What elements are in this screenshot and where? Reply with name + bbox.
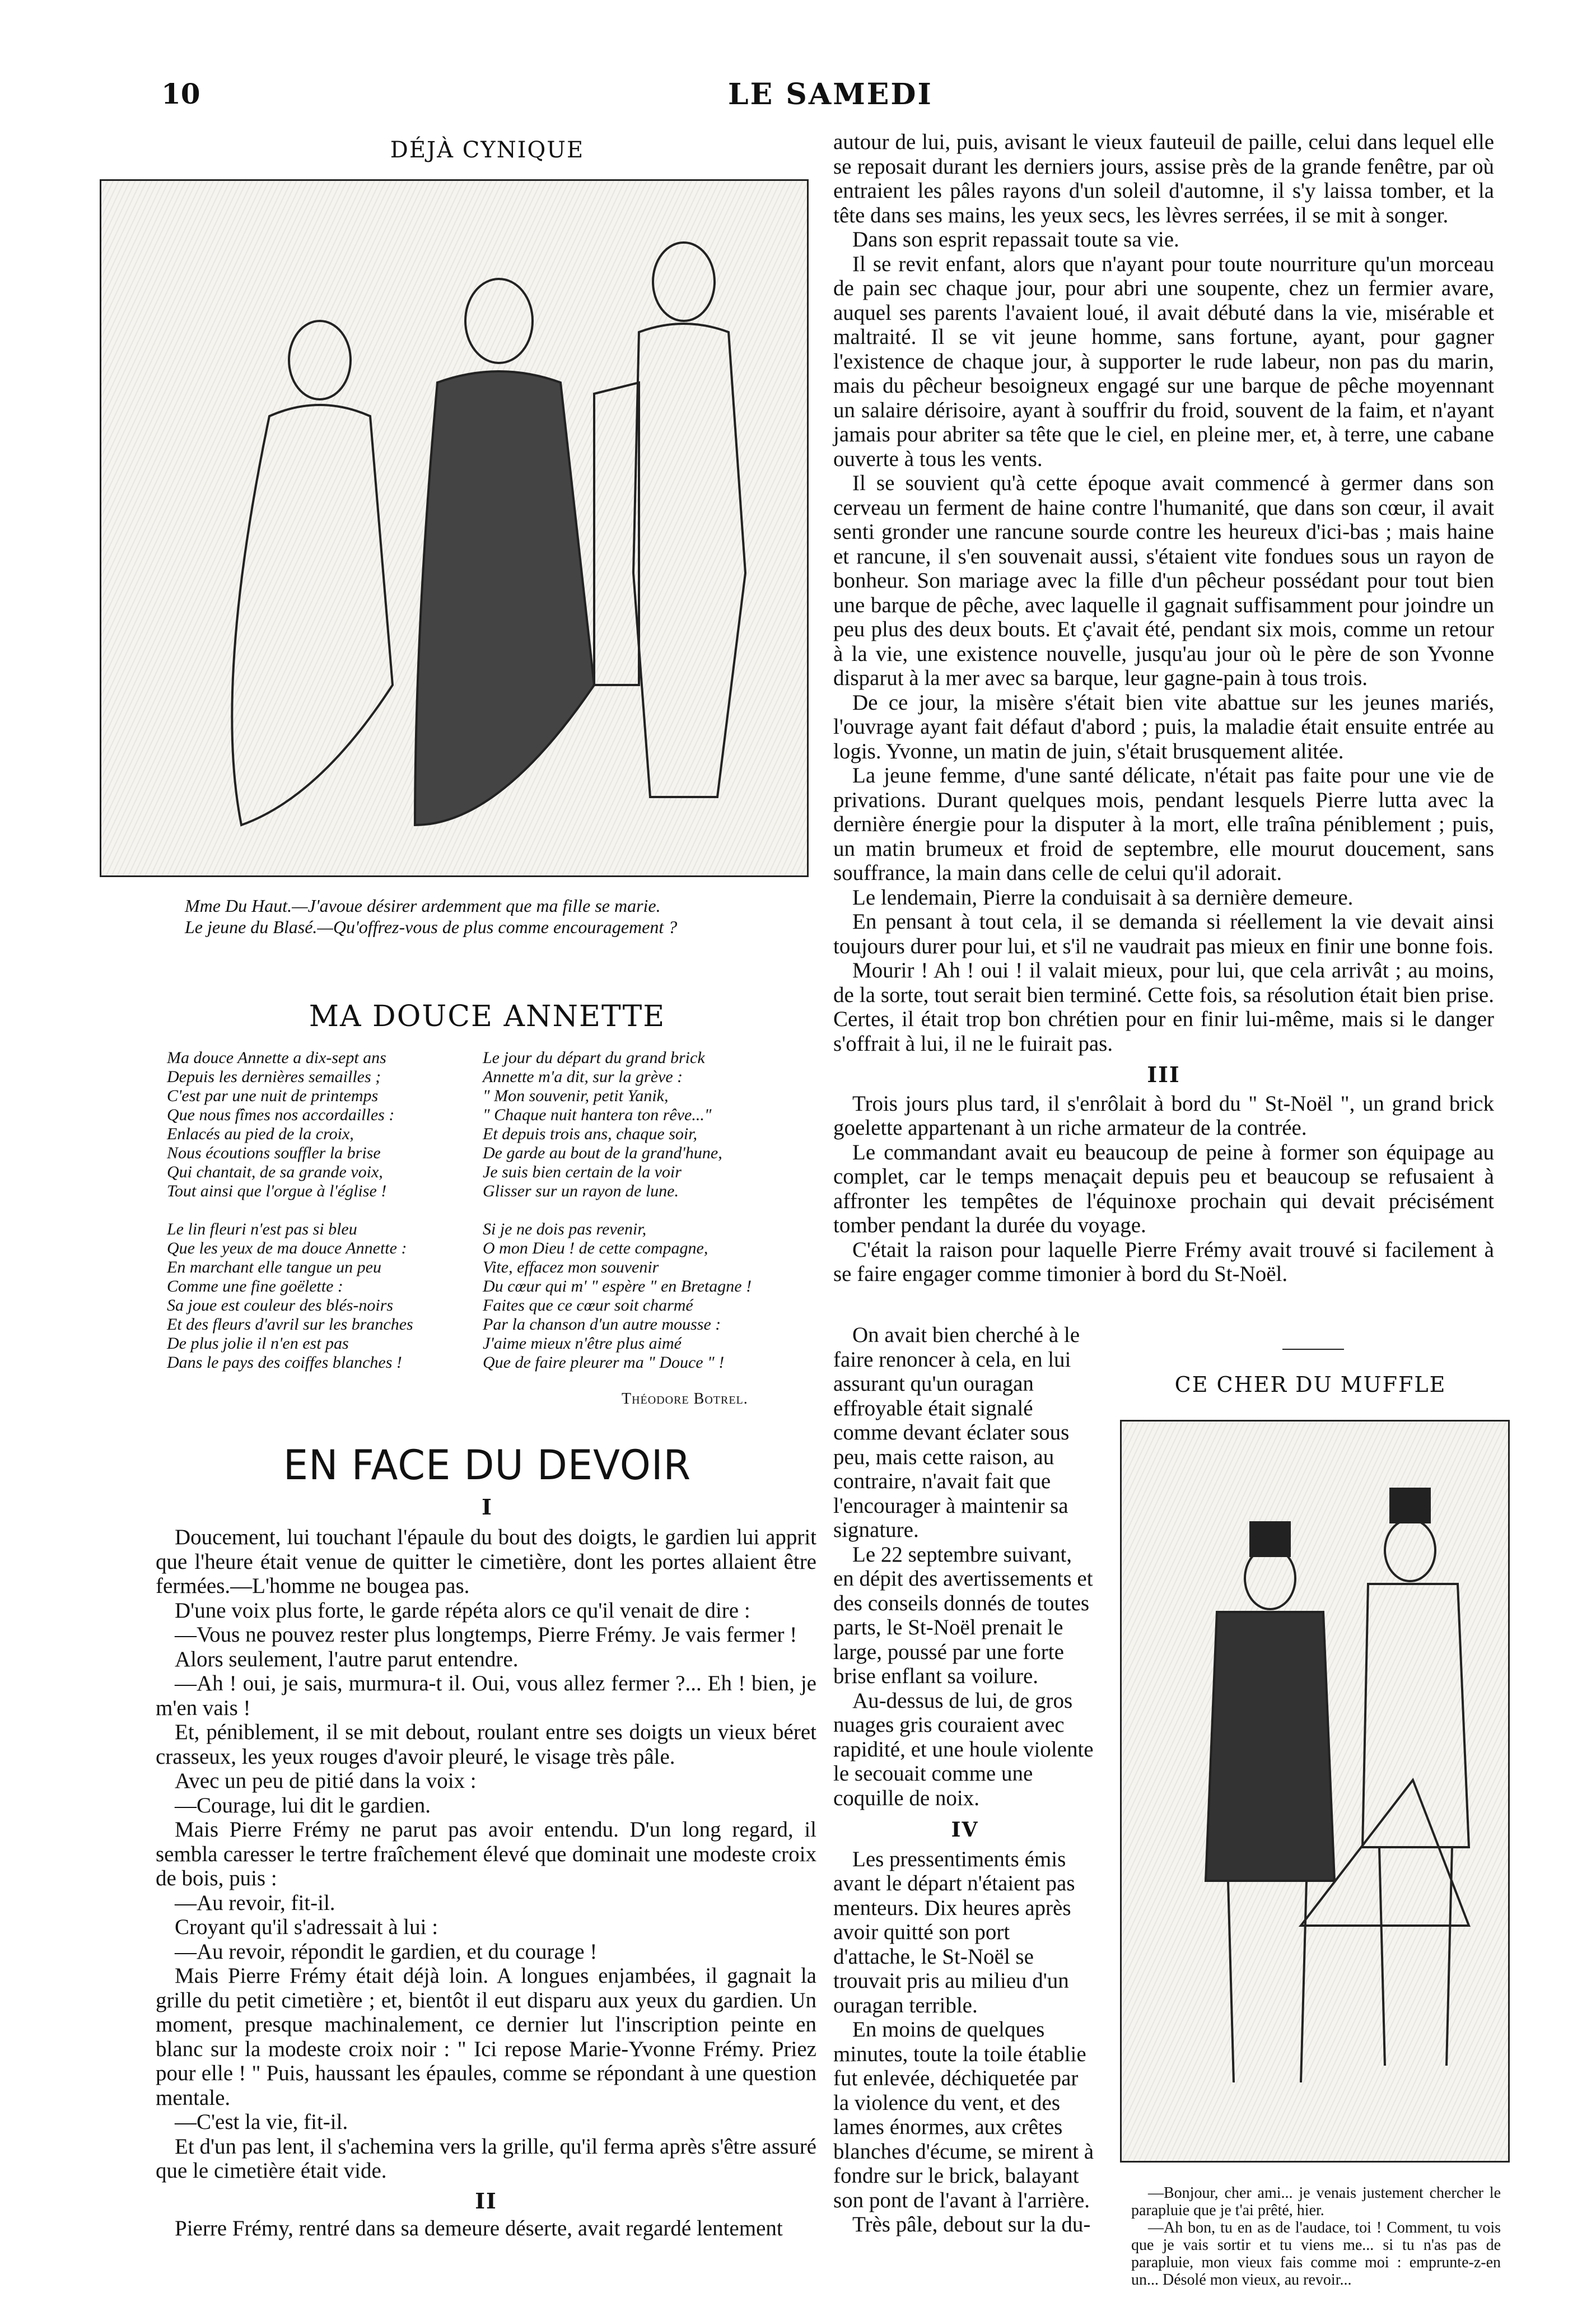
caption-line: —Bonjour, cher ami... je venais justement chercher le parapluie que je t'ai prêté, hier.	[1131, 2184, 1501, 2219]
paragraph: Le 22 septembre suivant, en dépit des avertissements et des conseils donnés de toutes parts, le St-Noël prenait le large, poussé par une forte brise enflant sa voilure.	[833, 1542, 1093, 1688]
poem-line: O mon Dieu ! de cette compagne,	[483, 1239, 708, 1257]
paragraph: autour de lui, puis, avisant le vieux fauteuil de paille, celui dans lequel elle se reposait durant les derniers jours, assise près de la grande fenêtre, par où entraient les pâles rayons d'un soleil d'automne, il s'y laissa tomber, et la tête dans ses mains, les yeux secs, les lèvres serrées, il se mit à songer.	[833, 130, 1494, 227]
poem-line: " Chaque nuit hantera ton rêve..."	[483, 1106, 712, 1124]
poem-line: Que nous fîmes nos accordailles :	[167, 1106, 395, 1124]
umbrella-scene-icon	[1122, 1422, 1508, 2161]
poem-line: J'aime mieux n'être plus aimé	[483, 1334, 682, 1353]
paragraph: En moins de quelques minutes, toute la toile établie fut enlevée, déchiquetée par la violence du vent, et des lames énormes, aux crêtes blanches d'écume, se mirent à fondre sur le brick, balayant son pont de l'avant à l'arrière.	[833, 2017, 1094, 2212]
deja-cynique-illustration	[100, 179, 809, 877]
poem-line: Je suis bien certain de la voir	[483, 1163, 682, 1181]
section-number: II	[475, 2188, 497, 2214]
caption-line: Le jeune du Blasé.—Qu'offrez-vous de plus comme encouragement ?	[185, 917, 678, 937]
paragraph: Mais Pierre Frémy était déjà loin. A longues enjambées, il gagnait la grille du petit cimetière ; et, bientôt il eut disparu aux yeux du gardien. Un moment, presque machinalement, ce dernier lut l'inscription peinte en blanc sur la modeste croix noir : " Ici repose Marie-Yvonne Frémy. Priez pour elle ! " Puis, haussant les épaules, comme se répondant à une question mentale.	[156, 1964, 816, 2110]
poem-line: Glisser sur un rayon de lune.	[483, 1182, 679, 1200]
paragraph: Et d'un pas lent, il s'achemina vers la grille, qu'il ferma après s'être assuré que le cimetière était vide.	[156, 2134, 816, 2183]
annette-author: Théodore Botrel.	[622, 1390, 748, 1408]
poem-line: Le lin fleuri n'est pas si bleu	[167, 1220, 357, 1238]
paragraph: Il se revit enfant, alors que n'ayant pour toute nourriture qu'un morceau de pain sec chaque jour, pour abri une soupente, chez un fermier avare, auquel ses parents l'avaient loué, il avait débuté dans la vie, misérable et maltraité. Il se vit jeune homme, sans fortune, ayant, pour gagner l'existence de chaque jour, à supporter le rude labeur, non pas du marin, mais du pêcheur besoigneux engagé sur une barque de pêche moyennant un salaire dérisoire, ayant à souffrir du froid, souvent de la faim, et n'ayant jamais pour abriter sa tête que le ciel, en pleine mer, et, à terre, une cabane ouverte à tous les vents.	[833, 251, 1494, 471]
poem-line: De plus jolie il n'en est pas	[167, 1334, 349, 1353]
paragraph: —Ah ! oui, je sais, murmura-t il. Oui, vous allez fermer ?... Eh ! bien, je m'en vais !	[156, 1671, 816, 1720]
paragraph: Le commandant avait eu beaucoup de peine à former son équipage au complet, car le temps menaçait depuis peu et beaucoup se refusaient à affronter les tempêtes de l'équinoxe prochain qui devait précisément tomber pendant la durée du voyage.	[833, 1140, 1494, 1237]
poem-line: Si je ne dois pas revenir,	[483, 1220, 647, 1238]
paragraph: De ce jour, la misère s'était bien vite abattue sur les jeunes mariés, l'ouvrage ayant fait défaut d'abord ; puis, la maladie était ensuite entrée au logis. Yvonne, un matin de juin, s'était brusquement alitée.	[833, 690, 1494, 763]
section-number: IV	[951, 1818, 979, 1842]
section-number: III	[1147, 1062, 1180, 1087]
paragraph: Doucement, lui touchant l'épaule du bout des doigts, le gardien lui apprit que l'heure était venue de quitter le cimetière, dont les portes allaient être fermées.—L'homme ne bougea pas.	[156, 1525, 816, 1598]
poem-line: Nous écoutions souffler la brise	[167, 1144, 381, 1162]
poem-line: En marchant elle tangue un peu	[167, 1258, 381, 1276]
poem-line: Ma douce Annette a dix-sept ans	[167, 1049, 386, 1067]
annette-heading: MA DOUCE ANNETTE	[309, 1000, 666, 1033]
paragraph: En pensant à tout cela, il se demanda si réellement la vie devait ainsi toujours durer pour lui, et s'il ne vaudrait pas mieux en finir une bonne fois.	[833, 910, 1494, 958]
devoir-title: EN FACE DU DEVOIR	[283, 1441, 692, 1490]
poem-line: Le jour du départ du grand brick	[483, 1049, 705, 1067]
paragraph: Le lendemain, Pierre la conduisait à sa dernière demeure.	[852, 885, 1354, 910]
deja-cynique-heading: DÉJÀ CYNIQUE	[390, 137, 585, 163]
poem-line: Annette m'a dit, sur la grève :	[483, 1068, 683, 1086]
poem-line: Et depuis trois ans, chaque soir,	[483, 1125, 698, 1143]
paragraph: C'était la raison pour laquelle Pierre Frémy avait trouvé si facilement à se faire engager comme timonier à bord du St-Noël.	[833, 1237, 1494, 1286]
muffle-caption	[1131, 2184, 1501, 2289]
poem-line: Et des fleurs d'avril sur les branches	[167, 1315, 413, 1334]
muffle-illustration	[1120, 1420, 1510, 2163]
annette-poem-col2	[483, 1049, 808, 1372]
paragraph: Au-dessus de lui, de gros nuages gris couraient avec rapidité, et une houle violente le secouait comme une coquille de noix.	[833, 1688, 1094, 1810]
poem-line: Que de faire pleurer ma " Douce " !	[483, 1353, 725, 1372]
poem-line: Comme une fine goëlette :	[167, 1277, 343, 1296]
paragraph: —C'est la vie, fit-il.	[175, 2110, 348, 2134]
paragraph: —Au revoir, fit-il.	[175, 1890, 335, 1915]
poem-line: Vite, effacez mon souvenir	[483, 1258, 659, 1276]
paragraph: On avait bien cherché à le faire renoncer à cela, en lui assurant qu'un ouragan effroyable était signalé comme devant éclater sous peu, mais cette raison, au contraire, n'avait fait que l'encourager à maintenir sa signature.	[833, 1323, 1080, 1542]
paragraph: Trois jours plus tard, il s'enrôlait à bord du " St-Noël ", un grand brick goelette appartenant à un riche armateur de la contrée.	[833, 1091, 1494, 1140]
paragraph: Et, péniblement, il se mit debout, roulant entre ses doigts un vieux béret crasseux, les yeux rouges d'avoir pleuré, le visage très pâle.	[156, 1720, 816, 1769]
poem-line: Qui chantait, de sa grande voix,	[167, 1163, 383, 1181]
paragraph: Mourir ! Ah ! oui ! il valait mieux, pour lui, que cela arrivât ; au moins, de la sorte, tout serait bien terminé. Cette fois, sa résolution était bien prise. Certes, il était trop bon chrétien pour en finir lui-même, mais si le danger s'offrait à lui, il ne le fuirait pas.	[833, 958, 1494, 1056]
caption-line: —Ah bon, tu en as de l'audace, toi ! Comment, tu vois que je vais sortir et tu viens me... si tu n'as pas de parapluie, mon vieux fais comme moi : emprunte-z-en un... Désolé mon vieux, au revoir...	[1131, 2219, 1501, 2289]
caption-line: Mme Du Haut.—J'avoue désirer ardemment que ma fille se marie.	[185, 896, 661, 916]
deja-cynique-caption	[185, 895, 812, 938]
poem-line: Par la chanson d'un autre mousse :	[483, 1315, 721, 1334]
poem-line: Dans le pays des coiffes blanches !	[167, 1353, 402, 1372]
poem-line: Tout ainsi que l'orgue à l'église !	[167, 1182, 387, 1200]
paragraph: Très pâle, debout sur la du-	[852, 2212, 1091, 2236]
paragraph: Alors seulement, l'autre parut entendre.	[175, 1647, 519, 1671]
newspaper-title: LE SAMEDI	[728, 77, 933, 111]
poem-line: Depuis les dernières semailles ;	[167, 1068, 381, 1086]
paragraph: Croyant qu'il s'adressait à lui :	[175, 1915, 438, 1939]
paragraph: Avec un peu de pitié dans la voix :	[175, 1769, 477, 1793]
paragraph: —Courage, lui dit le gardien.	[175, 1793, 431, 1818]
devoir-narrow-col	[833, 1323, 1096, 2237]
poem-line: " Mon souvenir, petit Yanik,	[483, 1087, 669, 1105]
paragraph: Pierre Frémy, rentré dans sa demeure déserte, avait regardé lentement	[175, 2216, 783, 2240]
paragraph: —Au revoir, répondit le gardien, et du courage !	[175, 1939, 598, 1964]
annette-poem-col1	[167, 1049, 480, 1372]
salon-scene-icon	[101, 181, 807, 875]
poem-line: Du cœur qui m' " espère " en Bretagne !	[483, 1277, 752, 1296]
paragraph: Dans son esprit repassait toute sa vie.	[852, 227, 1179, 251]
devoir-col2	[833, 130, 1494, 1287]
poem-line: Enlacés au pied de la croix,	[167, 1125, 354, 1143]
poem-line: Faites que ce cœur soit charmé	[483, 1296, 693, 1315]
section-number: I	[482, 1494, 493, 1520]
poem-line: Sa joue est couleur des blés-noirs	[167, 1296, 394, 1315]
paragraph: La jeune femme, d'une santé délicate, n'était pas faite pour une vie de privations. Durant quelques mois, pendant lesquels Pierre lutta avec la dernière énergie pour la disputer à la mort, elle traîna péniblement ; puis, un matin brumeux et froid de septembre, elle mourut doucement, sans souffrance, la main dans celle de celui qu'il adorait.	[833, 763, 1494, 885]
muffle-heading: CE CHER DU MUFFLE	[1174, 1372, 1446, 1397]
poem-line: Que les yeux de ma douce Annette :	[167, 1239, 407, 1257]
divider	[1282, 1349, 1344, 1350]
paragraph: D'une voix plus forte, le garde répéta alors ce qu'il venait de dire :	[175, 1598, 750, 1623]
poem-line: C'est par une nuit de printemps	[167, 1087, 379, 1105]
paragraph: —Vous ne pouvez rester plus longtemps, Pierre Frémy. Je vais fermer !	[175, 1623, 797, 1647]
page-number: 10	[161, 77, 200, 110]
paragraph: Mais Pierre Frémy ne parut pas avoir entendu. D'un long regard, il sembla caresser le tertre fraîchement élevé que dominait une modeste croix de bois, puis :	[156, 1818, 816, 1890]
paragraph: Il se souvient qu'à cette époque avait commencé à germer dans son cerveau un ferment de haine contre l'humanité, que dans son cœur, il avait senti gronder une rancune sourde contre les heureux d'ici-bas ; mais haine et rancune, il s'en souvenait aussi, s'étaient vite fondues sous un rayon de bonheur. Son mariage avec la fille d'un pêcheur possédant pour tout bien une barque de pêche, avec laquelle il gagnait suffisamment pour joindre un peu plus des deux bouts. Et ç'avait été, pendant six mois, comme un retour à la vie, une existence nouvelle, jusqu'au jour où le père de son Yvonne disparut à la mer avec sa barque, leur gagne-pain à tous trois.	[833, 471, 1494, 690]
devoir-col1	[156, 1525, 816, 2241]
paragraph: Les pressentiments émis avant le départ n'étaient pas menteurs. Dix heures après avoir quitté son port d'attache, le St-Noël se trouvait pris au milieu d'un ouragan terrible.	[833, 1847, 1075, 2017]
poem-line: De garde au bout de la grand'hune,	[483, 1144, 722, 1162]
